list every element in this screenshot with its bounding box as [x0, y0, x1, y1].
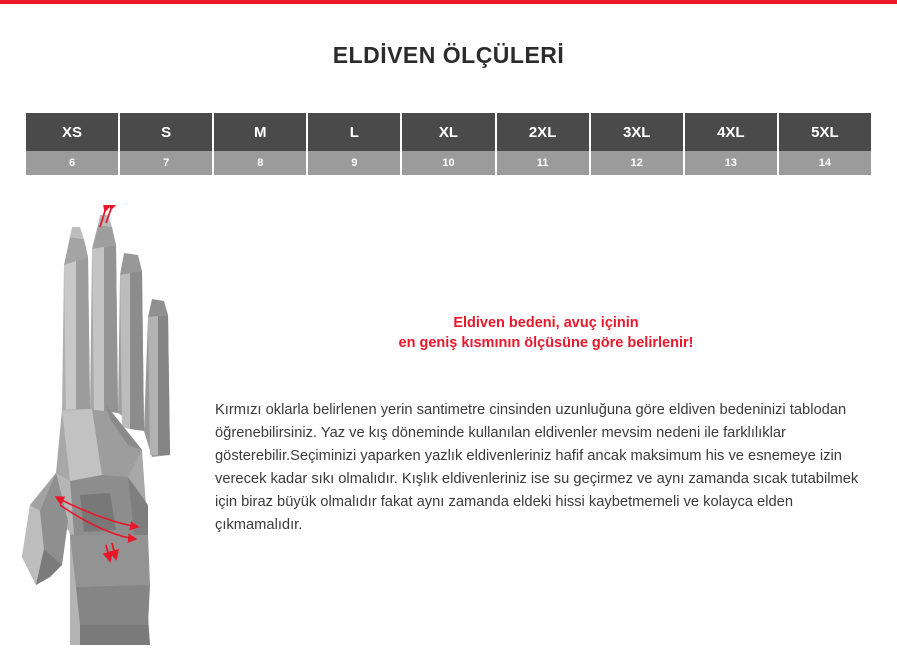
size-value-cell: 9 — [308, 151, 400, 175]
size-label-cell: M — [214, 113, 308, 151]
size-label-cell: XL — [402, 113, 496, 151]
notice-line-2: en geniş kısmının ölçüsüne göre belirlenir! — [398, 335, 694, 351]
page-title: ELDİVEN ÖLÇÜLERİ — [332, 42, 565, 68]
size-label-cell: 2XL — [497, 113, 591, 151]
notice-line-1: Eldiven bedeni, avuç içinin — [453, 315, 639, 331]
size-value-cell: 7 — [120, 151, 212, 175]
size-table-header-row — [26, 113, 871, 151]
body-copy: Kırmızı oklarla belirlenen yerin santimetre cinsinden uzunluğuna göre eldiven bedeninizi tablodan öğrenebilirsiniz. Yaz ve kış döneminde kullanılan eldivenler mevsim nedeni ile farklılıklar gösterebilir.Seçiminizi yaparken yazlık eldivenleriniz hafif ancak maksimum his ve esnemeye izin verecek kadar sıkı olmalıdır. Kışlık eldivenleriniz ise su geçirmez ve aynı zamanda sıcak tutabilmek için biraz büyük olmalıdır fakat aynı zamanda eldeki hissi kaybetmemeli ve kolayca elden çıkmamalıdır. — [215, 402, 859, 533]
size-table — [26, 113, 871, 175]
size-label-cell: 4XL — [685, 113, 779, 151]
size-label-cell: L — [308, 113, 402, 151]
size-value-cell: 13 — [685, 151, 777, 175]
size-table-value-row — [26, 151, 871, 175]
top-accent-rule — [0, 0, 897, 4]
size-value-cell: 11 — [497, 151, 589, 175]
size-label-cell: XS — [26, 113, 120, 151]
size-label-cell: 5XL — [811, 123, 839, 141]
size-value-cell: 12 — [591, 151, 683, 175]
size-value-cell: 10 — [402, 151, 494, 175]
notice-text — [214, 313, 878, 353]
size-label-cell: S — [120, 113, 214, 151]
size-value-cell: 14 — [779, 151, 871, 175]
size-value-cell: 6 — [26, 151, 118, 175]
hand-diagram — [10, 205, 210, 645]
size-value-cell: 8 — [214, 151, 306, 175]
size-label-cell: 3XL — [591, 113, 685, 151]
hand-shape — [22, 215, 170, 645]
